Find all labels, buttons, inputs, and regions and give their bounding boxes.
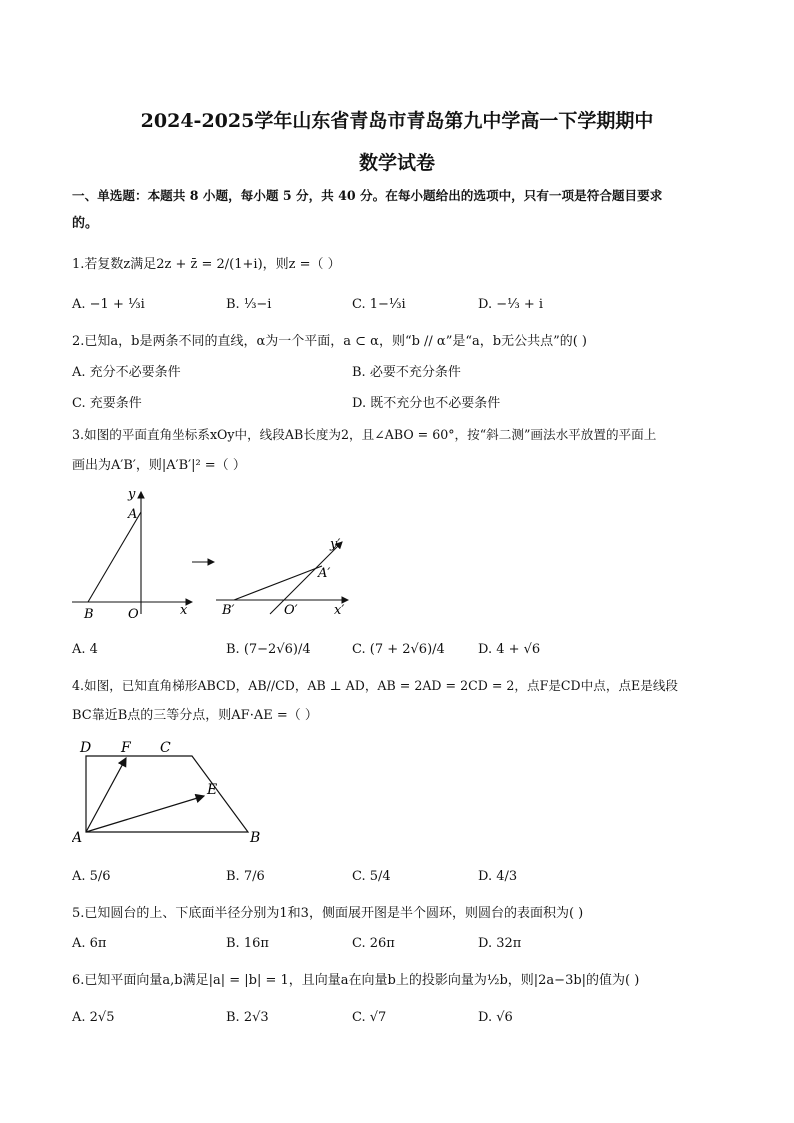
q3-figure-oblique — [212, 534, 362, 634]
vector-ae — [86, 796, 204, 832]
q1-option-c: C. 1−⅓i — [352, 297, 406, 312]
q4-stem-line1: 4.如图，已知直角梯形ABCD，AB//CD，AB ⊥ AD，AB = 2AD = 2CD = 2，点F是CD中点，点E是线段 — [72, 678, 679, 693]
segment-a-b-prime — [234, 566, 322, 600]
vector-af — [86, 758, 126, 832]
label-y: y — [128, 487, 136, 502]
q3-stem-line2: 画出为A′B′，则|A′B′|² =（ ） — [72, 458, 246, 473]
q1-option-d: D. −⅓ + i — [478, 297, 544, 312]
q6-stem: 6.已知平面向量a,b满足|a| = |b| = 1，且向量a在向量b上的投影向量为½b，则|2a−3b|的值为( ) — [72, 973, 640, 988]
right-y-axis — [270, 542, 342, 614]
label-c: C — [160, 740, 171, 756]
q2-option-a: A. 充分不必要条件 — [72, 365, 181, 380]
q6-option-b: B. 2√3 — [226, 1010, 269, 1025]
q2-stem: 2.已知a，b是两条不同的直线，α为一个平面，a ⊂ α，则“b // α”是“a，b无公共点”的( ) — [72, 334, 587, 349]
q4-figure — [72, 738, 272, 848]
label-o: O — [128, 607, 139, 622]
label-o-prime: O′ — [284, 603, 298, 618]
q5-option-b: B. 16π — [226, 936, 269, 951]
q3-option-b: B. (7−2√6)/4 — [226, 642, 311, 657]
label-f: F — [121, 740, 131, 756]
q3-option-d: D. 4 + √6 — [478, 642, 541, 657]
q2-option-c: C. 充要条件 — [72, 396, 142, 411]
q5-stem: 5.已知圆台的上、下底面半径分别为1和3，侧面展开图是半个圆环，则圆台的表面积为( ) — [72, 906, 584, 921]
page-title: 2024-2025学年山东省青岛市青岛第九中学高一下学期期中 — [140, 110, 654, 132]
label-e: E — [207, 782, 218, 798]
q2-option-d: D. 既不充分也不必要条件 — [352, 396, 501, 411]
q5-option-c: C. 26π — [352, 936, 395, 951]
section-header-line1: 一、单选题：本题共 8 小题，每小题 5 分，共 40 分。在每小题给出的选项中，只有一项是符合题目要求 — [72, 188, 663, 203]
q4-option-d: D. 4/3 — [478, 869, 518, 884]
q2-option-b: B. 必要不充分条件 — [352, 365, 461, 380]
label-x: x — [180, 603, 188, 618]
label-a: A — [128, 507, 138, 522]
q4-stem-line2: BC靠近B点的三等分点，则AF·AE =（ ） — [72, 708, 318, 723]
label-a-prime: A′ — [318, 566, 331, 581]
q6-option-a: A. 2√5 — [72, 1010, 115, 1025]
trapezoid-abcd — [86, 756, 248, 832]
segment-ab — [88, 512, 141, 602]
q1-option-b: B. ⅓−i — [226, 297, 272, 312]
section-header-line2: 的。 — [72, 216, 99, 231]
q4-option-a: A. 5/6 — [72, 869, 111, 884]
q6-option-d: D. √6 — [478, 1010, 513, 1025]
q1-option-a: A. −1 + ⅓i — [72, 297, 145, 312]
q6-option-c: C. √7 — [352, 1010, 387, 1025]
q1-stem: 1.若复数z满足2z + z̄ = 2/(1+i)，则z =（ ） — [72, 257, 341, 272]
page-subtitle: 数学试卷 — [358, 152, 435, 174]
q3-option-c: C. (7 + 2√6)/4 — [352, 642, 445, 657]
label-y-prime: y′ — [330, 537, 341, 552]
label-x-prime: x′ — [334, 603, 345, 618]
q3-option-a: A. 4 — [72, 642, 98, 657]
label-b: B — [250, 830, 261, 846]
label-b: B — [84, 607, 94, 622]
label-a: A — [72, 830, 83, 846]
q3-stem-line1: 3.如图的平面直角坐标系xOy中，线段AB长度为2，且∠ABO = 60°，按“斜二测”画法水平放置的平面上 — [72, 427, 657, 442]
q4-option-b: B. 7/6 — [226, 869, 265, 884]
q5-option-a: A. 6π — [72, 936, 107, 951]
q5-option-d: D. 32π — [478, 936, 522, 951]
q4-option-c: C. 5/4 — [352, 869, 391, 884]
label-b-prime: B′ — [222, 603, 235, 618]
label-d: D — [80, 740, 92, 756]
